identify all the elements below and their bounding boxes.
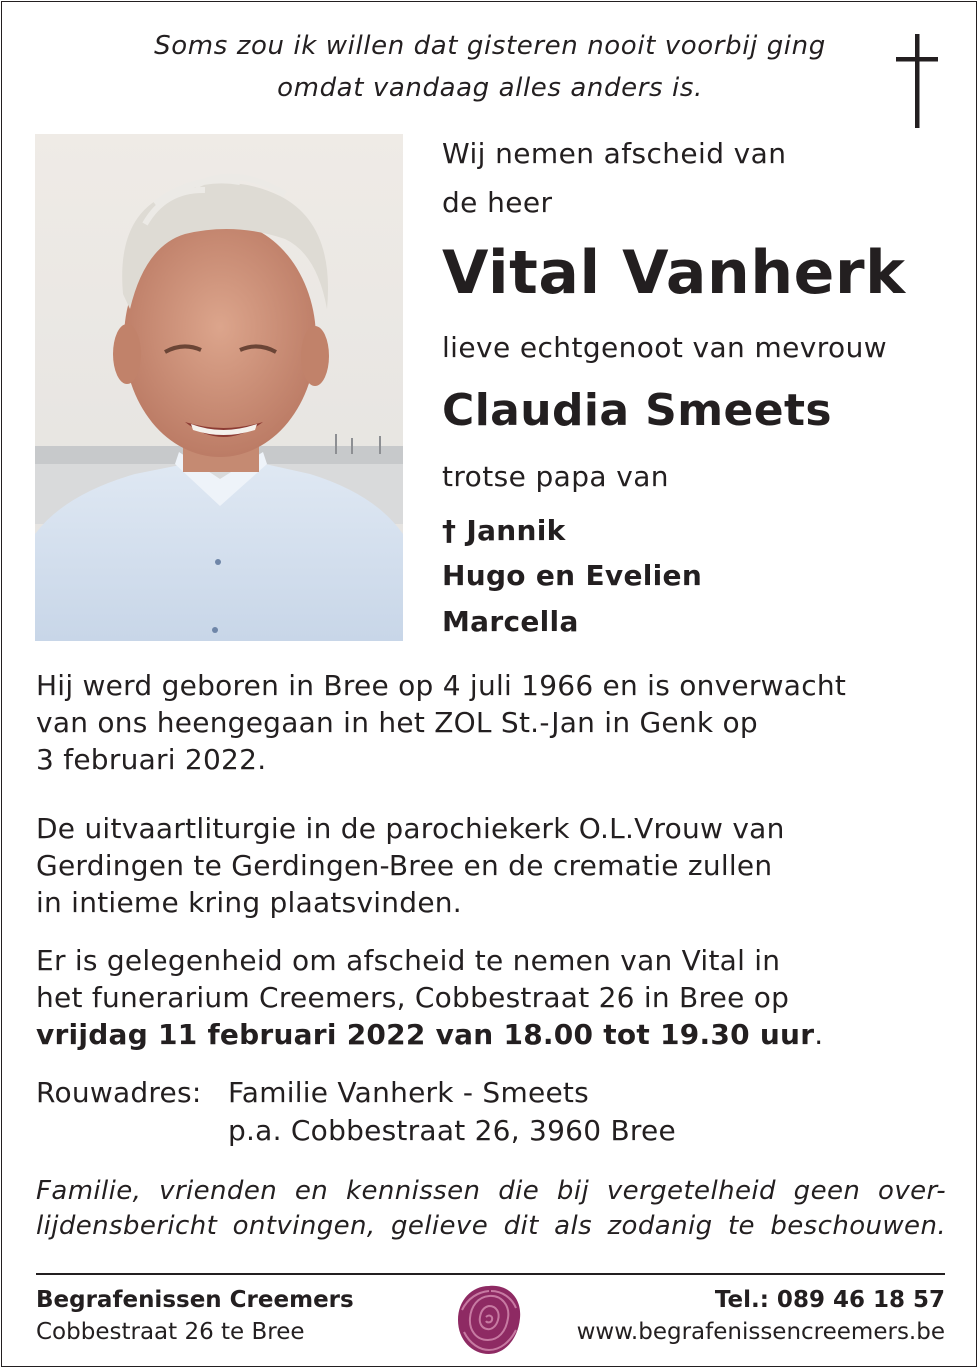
cross-icon: [893, 34, 941, 128]
deceased-name: Vital Vanherk: [442, 238, 906, 308]
biography-line-1: Hij werd geboren in Bree op 4 juli 1966 en is onverwacht: [36, 669, 847, 702]
closing-line-2: lijdensbericht ontvingen, gelieve dit als zodanig te beschouwen.: [36, 1211, 946, 1241]
biography-line-3: 3 februari 2022.: [36, 743, 267, 776]
address-line-1: Familie Vanherk - Smeets: [228, 1076, 589, 1109]
visitation-period: .: [814, 1018, 824, 1051]
company-name: Begrafenissen Creemers: [36, 1287, 354, 1313]
funeral-line-1: De uitvaartliturgie in de parochiekerk O.L.Vrouw van: [36, 812, 785, 845]
address-label: Rouwadres:: [36, 1076, 202, 1109]
children-relation: trotse papa van: [442, 460, 669, 493]
visitation-when: vrijdag 11 februari 2022 van 18.00 tot 19.30 uur: [36, 1018, 815, 1051]
company-address: Cobbestraat 26 te Bree: [36, 1319, 305, 1345]
funeral-line-3: in intieme kring plaatsvinden.: [36, 886, 462, 919]
spouse-name: Claudia Smeets: [442, 385, 833, 436]
website-link[interactable]: www.begrafenissencreemers.be: [576, 1319, 945, 1345]
child-name: † Jannik: [442, 514, 566, 547]
visitation-datetime: [36, 1018, 823, 1051]
biography-line-2: van ons heengegaan in het ZOL St.-Jan in Genk op: [36, 706, 758, 739]
portrait-photo: [35, 134, 403, 641]
rose-icon: [450, 1280, 528, 1360]
intro-line-1: Wij nemen afscheid van: [442, 137, 787, 170]
child-name: Marcella: [442, 605, 579, 638]
address-line-2: p.a. Cobbestraat 26, 3960 Bree: [228, 1114, 677, 1147]
funeral-line-2: Gerdingen te Gerdingen-Bree en de crematie zullen: [36, 849, 773, 882]
visitation-line-1: Er is gelegenheid om afscheid te nemen van Vital in: [36, 944, 781, 977]
phone-number: Tel.: 089 46 18 57: [714, 1287, 945, 1313]
quote-line-2: omdat vandaag alles anders is.: [277, 73, 703, 103]
visitation-line-2: het funerarium Creemers, Cobbestraat 26 in Bree op: [36, 981, 790, 1014]
child-name: Hugo en Evelien: [442, 559, 703, 592]
spouse-relation: lieve echtgenoot van mevrouw: [442, 331, 888, 364]
intro-line-2: de heer: [442, 186, 553, 219]
closing-line-1: Familie, vrienden en kennissen die bij vergetelheid geen over-: [36, 1176, 946, 1206]
footer-divider: [36, 1273, 945, 1275]
quote-line-1: Soms zou ik willen dat gisteren nooit voorbij ging: [154, 31, 826, 61]
